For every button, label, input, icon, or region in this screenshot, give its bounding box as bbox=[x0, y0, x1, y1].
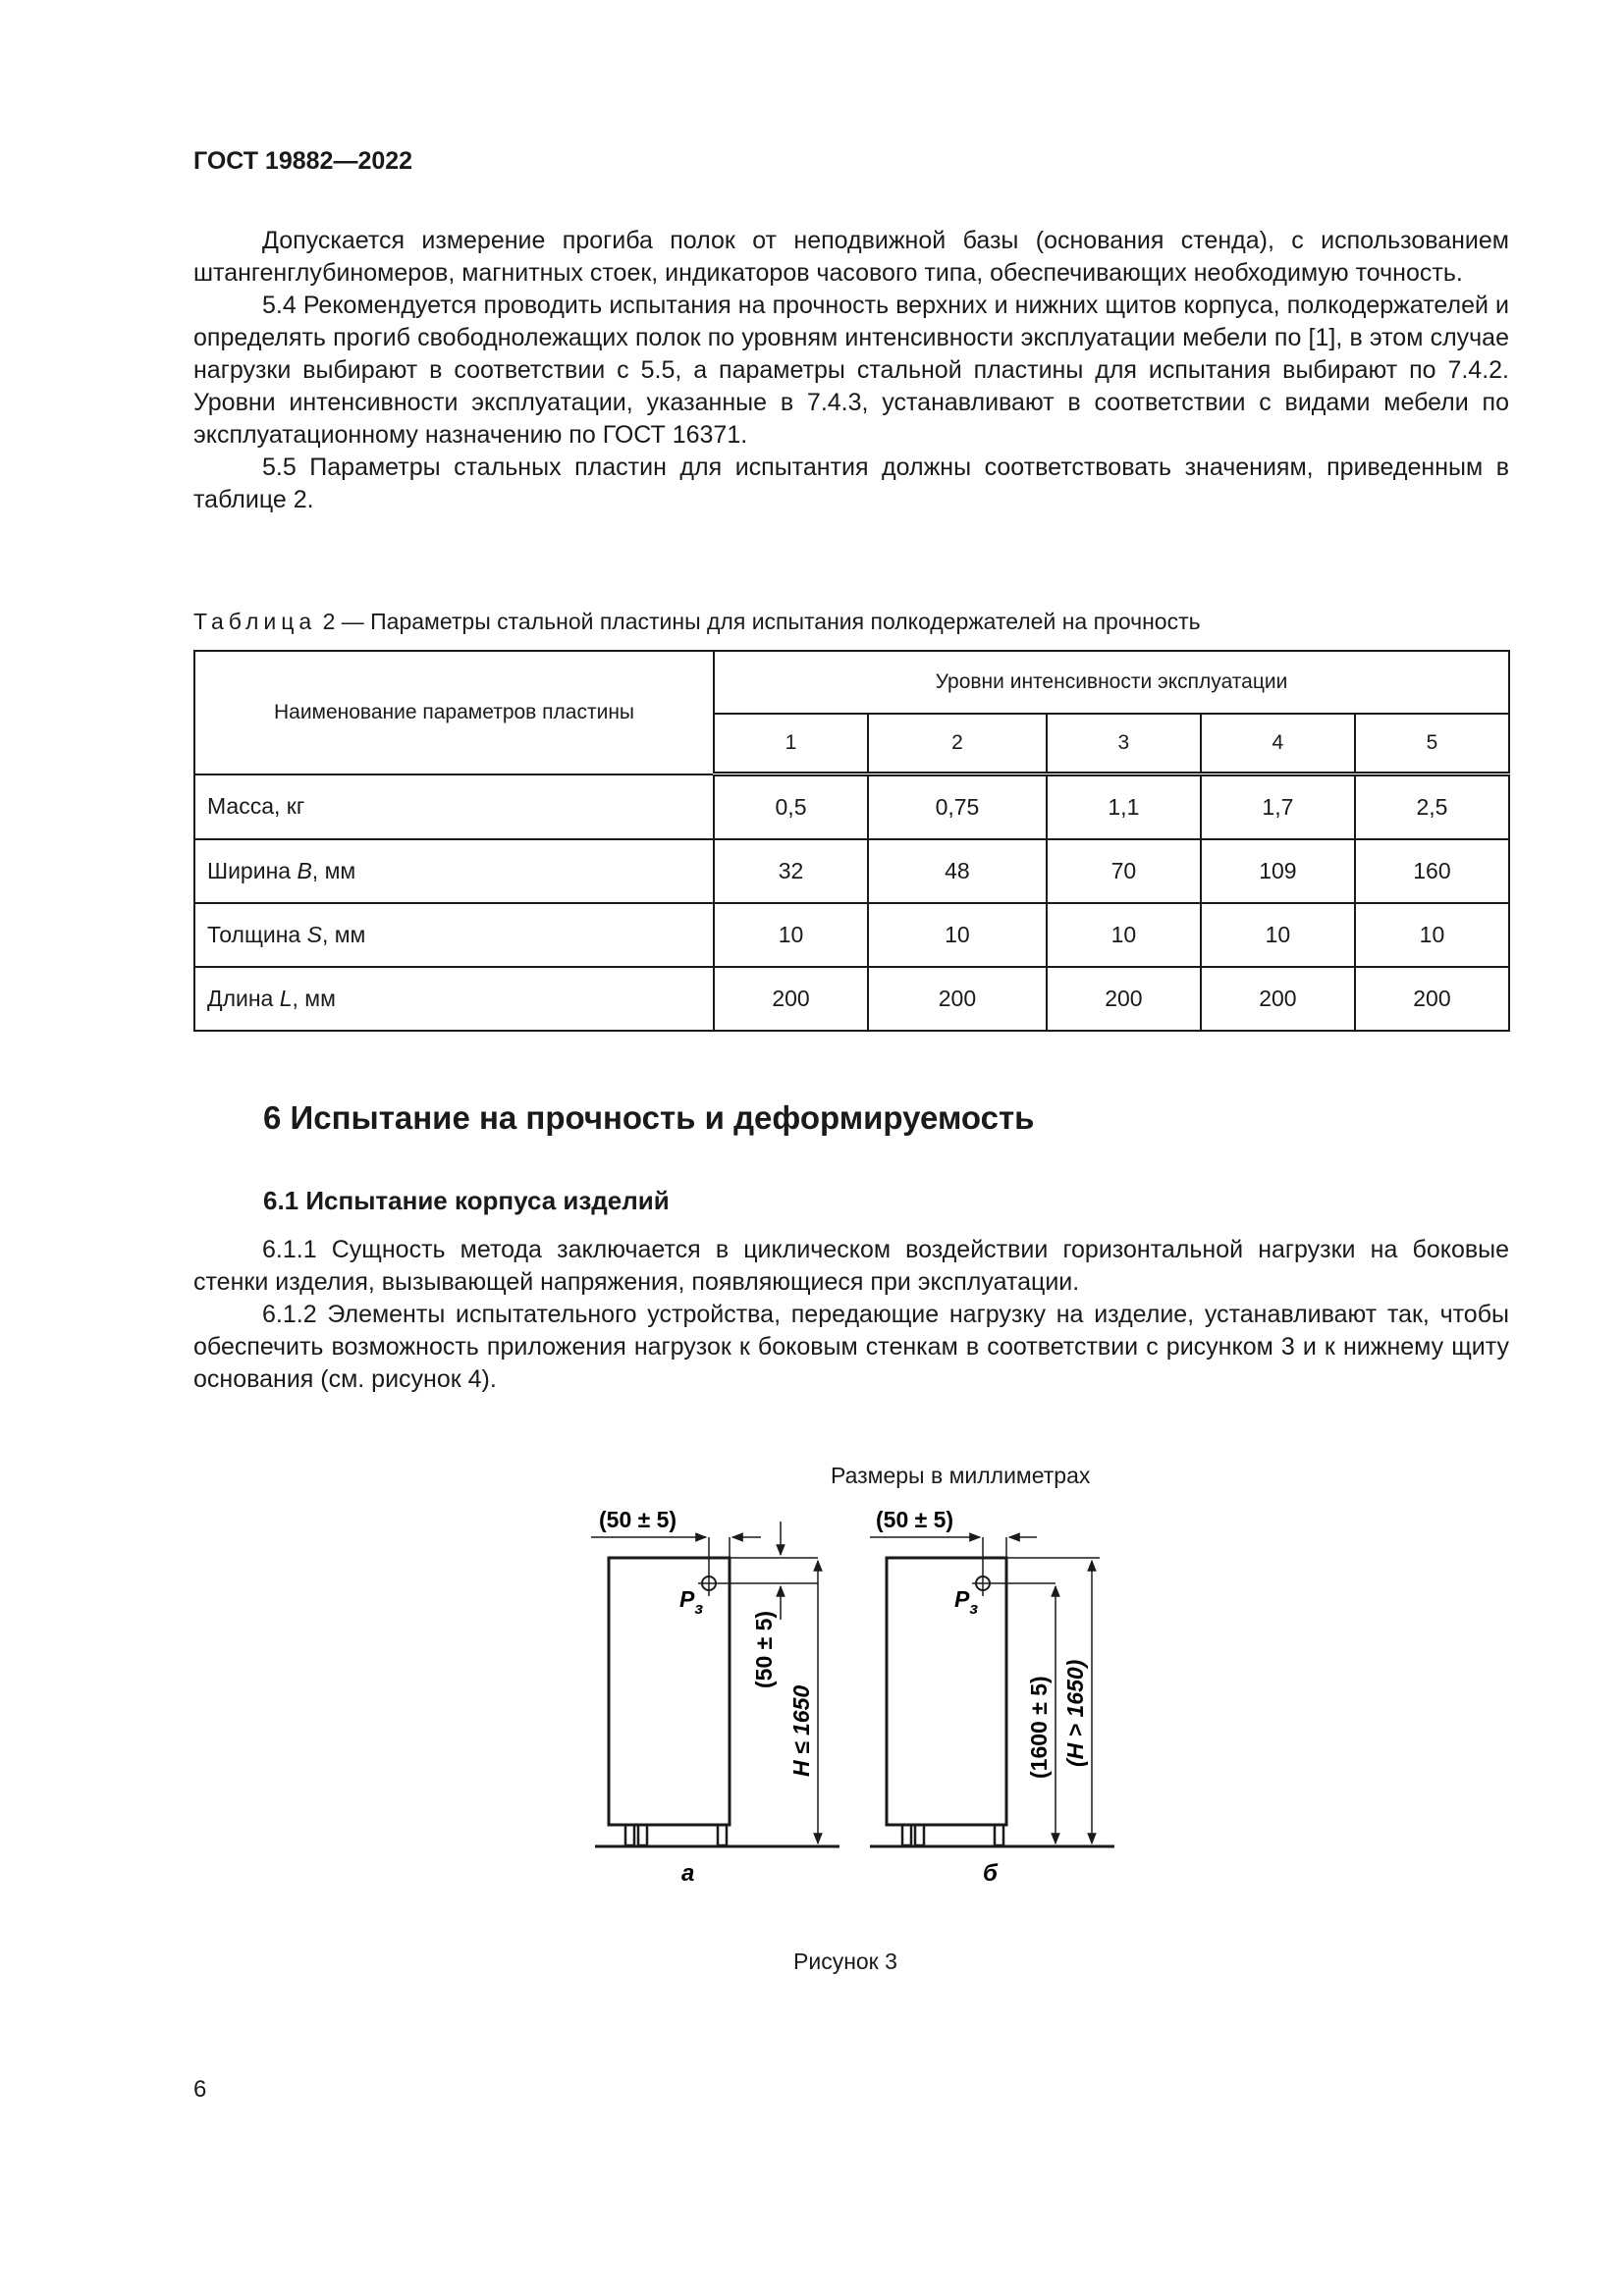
paragraph-6-1-1: 6.1.1 Сущность метода заключается в циклическом воздействии горизонтальной нагрузки на боковые стенки изделия, вызывающей напряжения, появляющиеся при эксплуатации. bbox=[193, 1236, 1509, 1296]
level-header: 4 bbox=[1201, 714, 1355, 774]
level-header: 1 bbox=[714, 714, 868, 774]
row-label: Масса, кг bbox=[194, 774, 714, 840]
table-cell: 1,1 bbox=[1047, 774, 1201, 840]
variant-label-b: б bbox=[983, 1860, 998, 1887]
cabinet-body-a bbox=[609, 1558, 730, 1825]
paragraph-measurement: Допускается измерение прогиба полок от неподвижной базы (основания стенда), с использованием штангенглубиномеров, магнитных стоек, индикаторов часового типа, обеспечивающих необходимую точность. bbox=[193, 227, 1509, 287]
figure-3-drawing bbox=[579, 1492, 1129, 1904]
row-label: Толщина S, мм bbox=[194, 903, 714, 967]
page-number: 6 bbox=[193, 2076, 207, 2103]
paragraph-5-4: 5.4 Рекомендуется проводить испытания на прочность верхних и нижних щитов корпуса, полкодержателей и определять прогиб свободнолежащих полок по уровням интенсивности эксплуатации мебели по [1], в этом случае нагрузки выбирают в соответствии с 5.5, а параметры стальной пластины для испытания выбирают по 7.4.2. Уровни интенсивности эксплуатации, указанные в 7.4.3, устанавливают в соответствии с видами мебели по эксплуатационному назначению по ГОСТ 16371. bbox=[193, 292, 1509, 449]
table-cell: 10 bbox=[1201, 903, 1355, 967]
height-label-b: (H > 1650) bbox=[1062, 1659, 1088, 1767]
level-header: 2 bbox=[868, 714, 1047, 774]
cabinet-leg bbox=[995, 1825, 1003, 1845]
top-text-block bbox=[193, 225, 1509, 516]
table-cell: 10 bbox=[1355, 903, 1509, 967]
height-label-a: H ≤ 1650 bbox=[788, 1684, 814, 1777]
table-cell: 70 bbox=[1047, 839, 1201, 903]
table-cell: 200 bbox=[714, 967, 868, 1031]
cabinet-leg bbox=[902, 1825, 911, 1845]
table-cell: 10 bbox=[714, 903, 868, 967]
cabinet-leg bbox=[718, 1825, 727, 1845]
table-cell: 10 bbox=[1047, 903, 1201, 967]
table-cell: 1,7 bbox=[1201, 774, 1355, 840]
table-row-length bbox=[194, 967, 1509, 1031]
figure-caption: Рисунок 3 bbox=[793, 1949, 897, 1974]
load-label-b: $P_з$ bbox=[954, 1586, 979, 1618]
table-cell: 32 bbox=[714, 839, 868, 903]
cabinet-leg bbox=[915, 1825, 924, 1845]
table-cell: 109 bbox=[1201, 839, 1355, 903]
levels-header: Уровни интенсивности эксплуатации bbox=[714, 651, 1509, 714]
cabinet-b bbox=[870, 1507, 1114, 1887]
section-6-1-title: 6.1 Испытание корпуса изделий bbox=[263, 1186, 670, 1215]
paragraph-5-5: 5.5 Параметры стальных пластин для испытантия должны соответствовать значениям, приведенным в таблице 2. bbox=[193, 454, 1509, 513]
row-label: Ширина B, мм bbox=[194, 839, 714, 903]
row-label: Длина L, мм bbox=[194, 967, 714, 1031]
table-cell: 200 bbox=[868, 967, 1047, 1031]
table-row-mass bbox=[194, 774, 1509, 840]
document-header: ГОСТ 19882—2022 bbox=[193, 147, 413, 175]
table-cell: 200 bbox=[1047, 967, 1201, 1031]
section-6-text-block bbox=[193, 1234, 1509, 1396]
variant-label-a: а bbox=[681, 1860, 695, 1887]
cabinet-a bbox=[591, 1507, 839, 1887]
level-header: 5 bbox=[1355, 714, 1509, 774]
table-caption bbox=[193, 609, 1201, 635]
table-cell: 200 bbox=[1201, 967, 1355, 1031]
table-cell: 0,75 bbox=[868, 774, 1047, 840]
table-cell: 2,5 bbox=[1355, 774, 1509, 840]
table-row-thickness bbox=[194, 903, 1509, 967]
table-cell: 160 bbox=[1355, 839, 1509, 903]
parameters-table bbox=[193, 650, 1510, 1032]
cabinet-leg bbox=[638, 1825, 647, 1845]
table-caption-label: Таблица bbox=[193, 609, 317, 634]
load-label-a: $P_з$ bbox=[679, 1586, 704, 1618]
table-caption-text: 2 — Параметры стальной пластины для испытания полкодержателей на прочность bbox=[316, 609, 1201, 634]
cabinet-body-b bbox=[887, 1558, 1006, 1825]
table-cell: 0,5 bbox=[714, 774, 868, 840]
cabinet-leg bbox=[625, 1825, 634, 1845]
param-name-header: Наименование параметров пластины bbox=[194, 651, 714, 774]
section-6-title: 6 Испытание на прочность и деформируемость bbox=[263, 1099, 1035, 1136]
dim-side-b: (1600 ± 5) bbox=[1026, 1676, 1052, 1779]
dim-top-a: (50 ± 5) bbox=[599, 1507, 677, 1532]
table-cell: 48 bbox=[868, 839, 1047, 903]
table-cell: 200 bbox=[1355, 967, 1509, 1031]
dim-top-b: (50 ± 5) bbox=[876, 1507, 954, 1532]
dim-side-a: (50 ± 5) bbox=[751, 1610, 777, 1688]
table-row-width bbox=[194, 839, 1509, 903]
table-cell: 10 bbox=[868, 903, 1047, 967]
figure-units-note: Размеры в миллиметрах bbox=[831, 1463, 1091, 1488]
level-header: 3 bbox=[1047, 714, 1201, 774]
paragraph-6-1-2: 6.1.2 Элементы испытательного устройства, передающие нагрузку на изделие, устанавливают так, чтобы обеспечить возможность приложения нагрузок к боковым стенкам в соответствии с рисунком 3 и к нижнему щиту основания (см. рисунок 4). bbox=[193, 1301, 1509, 1393]
